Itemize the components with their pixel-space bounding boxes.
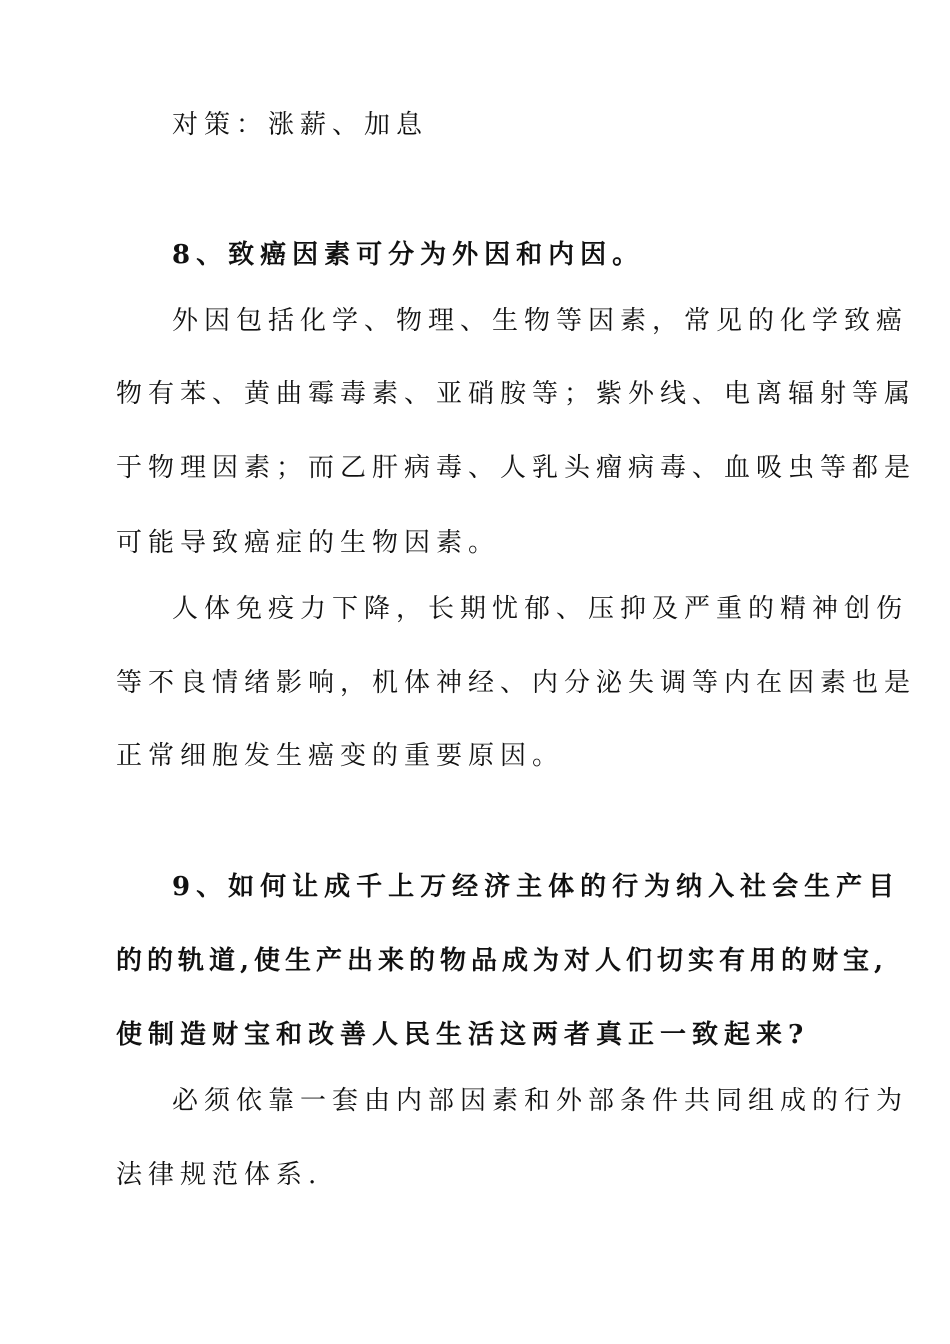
q8-p2-line-3: 正常细胞发生癌变的重要原因。 xyxy=(116,741,565,771)
q8-heading: 8、致癌因素可分为外因和内因。 xyxy=(172,240,645,270)
q9-heading-line-2: 的的轨道,使生产出来的物品成为对人们切实有用的财宝, xyxy=(116,946,889,976)
q9-answer-line-1: 必须依靠一套由内部因素和外部条件共同组成的行为 xyxy=(172,1086,909,1116)
q9-heading-line-1: 9、如何让成千上万经济主体的行为纳入社会生产目 xyxy=(172,872,901,902)
q9-answer-line-2: 法律规范体系. xyxy=(116,1160,323,1190)
q8-p2-line-2: 等不良情绪影响，机体神经、内分泌失调等内在因素也是 xyxy=(116,668,917,698)
q8-p1-line-1: 外因包括化学、物理、生物等因素，常见的化学致癌 xyxy=(172,306,909,336)
q8-p1-line-4: 可能导致癌症的生物因素。 xyxy=(116,528,501,558)
q8-p1-line-2: 物有苯、黄曲霉毒素、亚硝胺等；紫外线、电离辐射等属 xyxy=(116,379,917,409)
q8-p1-line-3: 于物理因素；而乙肝病毒、人乳头瘤病毒、血吸虫等都是 xyxy=(116,453,917,483)
countermeasure-line: 对策：涨薪、加息 xyxy=(172,110,429,140)
q8-p2-line-1: 人体免疫力下降，长期忧郁、压抑及严重的精神创伤 xyxy=(172,594,909,624)
q9-heading-line-3: 使制造财宝和改善人民生活这两者真正一致起来? xyxy=(116,1020,810,1050)
